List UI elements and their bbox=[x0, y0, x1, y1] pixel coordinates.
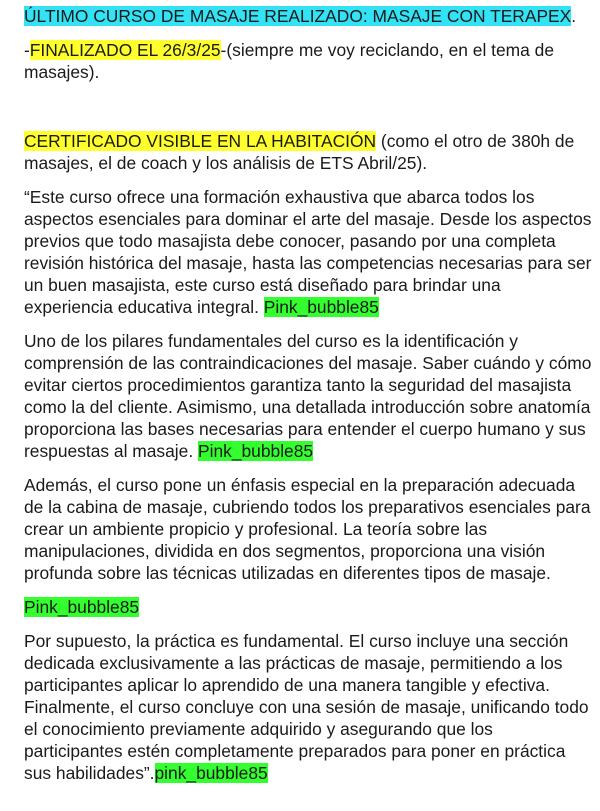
paragraph-contraindications-text: Uno de los pilares fundamentales del curso es la identificación y comprensión de las contraindicaciones del masaje. Saber cuándo y cómo evitar ciertos procedimientos garantiza tanto la seguridad del masajista como la del cliente. Asimismo, una detallada introducción sobre anatomía proporciona las bases necesarias para entender el cuerpo humano y sus respuestas al masaje. bbox=[24, 331, 592, 461]
finalized-prefix: - bbox=[24, 40, 30, 60]
finalized-note: -(siempre me voy reciclando, en el tema de masajes). bbox=[24, 40, 555, 82]
watermark-tag: Pink_bubble85 bbox=[263, 297, 379, 317]
paragraph-intro-text: “Este curso ofrece una formación exhaustiva que abarca todos los aspectos esenciales para dominar el arte del masaje. Desde los aspectos previos que todo masajista debe conocer, pasando por una completa revisión histórica del masaje, hasta las competencias necesarias para ser un buen masajista, este curso está diseñado para brindar una experiencia educativa integral. bbox=[24, 187, 592, 317]
certificate-line bbox=[24, 130, 592, 174]
paragraph-practice bbox=[24, 630, 592, 784]
watermark-tag: pink_bubble85 bbox=[154, 763, 268, 783]
course-title-highlight: ÚLTIMO CURSO DE MASAJE REALIZADO: MASAJE CON TERAPEX bbox=[24, 6, 572, 26]
paragraph-cabin-text: Además, el curso pone un énfasis especial en la preparación adecuada de la cabina de masaje, cubriendo todos los preparativos esenciales para crear un ambiente propicio y profesional. La teoría sobre las manipulaciones, dividida en dos segmentos, proporciona una visión profunda sobre las técnicas utilizadas en diferentes tipos de masaje. bbox=[24, 475, 591, 583]
certificate-note: (como el otro de 380h de masajes, el de coach y los análisis de ETS Abril/25). bbox=[24, 131, 575, 173]
watermark-tag: Pink_bubble85 bbox=[24, 597, 140, 617]
paragraph-intro bbox=[24, 186, 592, 318]
certificate-highlight: CERTIFICADO VISIBLE EN LA HABITACIÓN bbox=[24, 131, 377, 151]
watermark-tag: Pink_bubble85 bbox=[198, 441, 314, 461]
course-heading bbox=[24, 5, 592, 27]
paragraph-contraindications bbox=[24, 330, 592, 462]
standalone-tag-line bbox=[24, 596, 592, 618]
course-title-period: . bbox=[571, 6, 577, 26]
finalized-date-highlight: FINALIZADO EL 26/3/25 bbox=[29, 40, 221, 60]
finalized-line bbox=[24, 39, 592, 83]
paragraph-cabin bbox=[24, 474, 592, 584]
document-page bbox=[24, 5, 592, 784]
paragraph-practice-text: Por supuesto, la práctica es fundamental. El curso incluye una sección dedicada exclusivamente a las prácticas de masaje, permitiendo a los participantes aplicar lo aprendido de una manera tangible y efectiva. Finalmente, el curso concluye con una sesión de masaje, unificando todo el conocimiento previamente adquirido y asegurando que los participantes estén completamente preparados para poner en práctica sus habilidades”. bbox=[24, 631, 589, 783]
